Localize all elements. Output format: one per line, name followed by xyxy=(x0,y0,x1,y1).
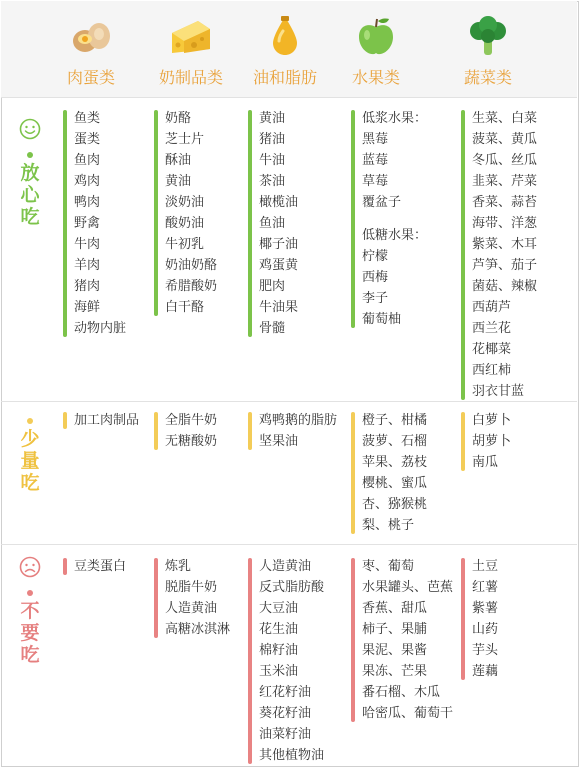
food-item: 奶酪 xyxy=(165,111,192,126)
food-item: 棉籽油 xyxy=(259,643,299,658)
food-item: 牛初乳 xyxy=(165,237,205,252)
category-bar xyxy=(63,558,67,575)
section-label-do-not-eat xyxy=(8,556,52,666)
food-item: 梨、桃子 xyxy=(362,518,415,533)
food-item: 牛肉 xyxy=(74,237,101,252)
category-bar xyxy=(351,558,355,722)
food-item: 鱼肉 xyxy=(74,153,101,168)
food-list xyxy=(362,108,427,330)
food-item: 红薯 xyxy=(472,580,499,595)
apple-icon xyxy=(353,15,399,57)
food-item: 野禽 xyxy=(74,216,101,231)
section-label-eat-less xyxy=(8,408,52,494)
food-item: 羽衣甘蓝 xyxy=(472,384,525,399)
food-item: 橙子、柑橘 xyxy=(362,413,428,428)
section-title xyxy=(8,600,52,666)
category-bar xyxy=(461,412,465,471)
food-item: 樱桃、蜜瓜 xyxy=(362,476,428,491)
food-item: 反式脂肪酸 xyxy=(259,580,325,595)
category-bar xyxy=(63,412,67,429)
food-item: 柿子、果脯 xyxy=(362,622,428,637)
category-bar xyxy=(461,110,465,400)
food-item: 坚果油 xyxy=(259,434,299,449)
food-item: 土豆 xyxy=(472,559,499,574)
category-bar xyxy=(154,412,158,450)
food-item: 菠萝、石榴 xyxy=(362,434,428,449)
section-title xyxy=(8,428,52,494)
column-label: 油和脂肪 xyxy=(252,68,317,87)
food-item: 果泥、果酱 xyxy=(362,643,428,658)
column-header-meat-egg xyxy=(56,1,126,97)
food-item: 奶油奶酪 xyxy=(165,258,218,273)
food-item: 杏、猕猴桃 xyxy=(362,497,428,512)
food-item: 芝士片 xyxy=(165,132,205,147)
food-item: 西红柿 xyxy=(472,363,512,378)
food-list xyxy=(259,556,324,766)
column-label: 蔬菜类 xyxy=(463,68,512,87)
category-bar xyxy=(461,558,465,680)
section-title-char: 量 xyxy=(20,450,40,472)
section-title-char: 心 xyxy=(20,184,40,206)
food-item: 葵花籽油 xyxy=(259,706,312,721)
food-item: 玉米油 xyxy=(259,664,299,679)
food-item: 人造黄油 xyxy=(165,601,218,616)
food-item: 花生油 xyxy=(259,622,299,637)
food-item: 牛油果 xyxy=(259,300,299,315)
food-item: 水果罐头、芭蕉 xyxy=(362,580,454,595)
food-item: 骨髓 xyxy=(259,321,286,336)
food-item: 希腊酸奶 xyxy=(165,279,218,294)
food-item: 鸡蛋黄 xyxy=(259,258,299,273)
food-item: 羊肉 xyxy=(74,258,101,273)
food-cell xyxy=(154,108,217,318)
food-item: 莲藕 xyxy=(472,664,499,679)
column-label: 水果类 xyxy=(351,68,400,87)
food-cell xyxy=(248,556,324,766)
food-item: 西兰花 xyxy=(472,321,512,336)
food-list xyxy=(165,108,217,318)
food-cell xyxy=(63,410,139,431)
food-item: 枣、葡萄 xyxy=(362,559,415,574)
dot-marker xyxy=(27,590,33,596)
food-cell xyxy=(461,410,511,473)
column-label: 奶制品类 xyxy=(158,68,223,87)
food-item: 大豆油 xyxy=(259,601,299,616)
category-bar xyxy=(351,412,355,534)
section-divider xyxy=(1,97,577,98)
food-item: 低糖水果： xyxy=(362,228,428,243)
food-list xyxy=(165,556,230,640)
food-item: 椰子油 xyxy=(259,237,299,252)
food-item: 菌菇、辣椒 xyxy=(472,279,538,294)
section-divider xyxy=(1,544,577,545)
section-title xyxy=(8,162,52,228)
food-item: 淡奶油 xyxy=(165,195,205,210)
food-item: 黄油 xyxy=(165,174,192,189)
food-item: 鱼类 xyxy=(74,111,101,126)
food-cell xyxy=(154,556,230,640)
food-item: 全脂牛奶 xyxy=(165,413,218,428)
category-bar xyxy=(248,558,252,764)
food-item: 牛油 xyxy=(259,153,286,168)
food-item: 海鲜 xyxy=(74,300,101,315)
food-item: 橄榄油 xyxy=(259,195,299,210)
eggs-icon xyxy=(68,15,114,57)
category-bar xyxy=(154,110,158,316)
section-label-eat-freely xyxy=(8,118,52,228)
food-item: 油菜籽油 xyxy=(259,727,312,742)
food-list xyxy=(74,556,126,577)
food-item: 白萝卜 xyxy=(472,413,512,428)
food-item: 动物内脏 xyxy=(74,321,127,336)
food-item: 芋头 xyxy=(472,643,499,658)
food-item: 海带、洋葱 xyxy=(472,216,538,231)
dot-marker xyxy=(27,418,33,424)
food-item: 其他植物油 xyxy=(259,748,325,763)
dot-marker xyxy=(27,152,33,158)
food-cell xyxy=(63,556,126,577)
food-item: 紫薯 xyxy=(472,601,499,616)
food-item: 草莓 xyxy=(362,174,389,189)
food-item: 葡萄柚 xyxy=(362,312,402,327)
food-item: 茶油 xyxy=(259,174,286,189)
broccoli-icon xyxy=(465,15,511,57)
food-cell xyxy=(351,108,427,330)
food-item: 生菜、白菜 xyxy=(472,111,538,126)
food-item: 高糖冰淇淋 xyxy=(165,622,231,637)
section-title-char: 吃 xyxy=(20,472,40,494)
food-list xyxy=(472,108,537,402)
category-bar xyxy=(248,110,252,337)
food-list xyxy=(165,410,217,452)
food-item: 胡萝卜 xyxy=(472,434,512,449)
food-item: 豆类蛋白 xyxy=(74,559,127,574)
food-list xyxy=(472,556,498,682)
food-item: 鸡肉 xyxy=(74,174,101,189)
food-item: 红花籽油 xyxy=(259,685,312,700)
food-cell xyxy=(63,108,126,339)
food-item: 山药 xyxy=(472,622,499,637)
food-item: 猪肉 xyxy=(74,279,101,294)
cheese-icon xyxy=(168,15,214,57)
food-item: 蓝莓 xyxy=(362,153,389,168)
food-item: 覆盆子 xyxy=(362,195,402,210)
column-header-fruit xyxy=(341,1,411,97)
food-item: 无糖酸奶 xyxy=(165,434,218,449)
food-item: 鸭肉 xyxy=(74,195,101,210)
food-list xyxy=(362,410,427,536)
food-item: 紫菜、木耳 xyxy=(472,237,538,252)
food-item: 酸奶油 xyxy=(165,216,205,231)
food-item: 冬瓜、丝瓜 xyxy=(472,153,538,168)
food-item: 炼乳 xyxy=(165,559,192,574)
section-title-char: 放 xyxy=(20,162,40,184)
food-item: 黑莓 xyxy=(362,132,389,147)
food-item: 柠檬 xyxy=(362,249,389,264)
section-title-char: 少 xyxy=(20,428,40,450)
category-bar xyxy=(154,558,158,638)
food-item: 芦笋、茄子 xyxy=(472,258,538,273)
category-bar xyxy=(351,110,355,328)
food-item: 鸡鸭鹅的脂肪 xyxy=(259,413,338,428)
food-list xyxy=(74,410,139,431)
food-item: 哈密瓜、葡萄干 xyxy=(362,706,454,721)
smile-icon xyxy=(19,118,41,140)
food-item: 加工肉制品 xyxy=(74,413,140,428)
food-item: 苹果、荔枝 xyxy=(362,455,428,470)
section-title-char: 要 xyxy=(20,622,40,644)
food-item: 南瓜 xyxy=(472,455,499,470)
food-item: 猪油 xyxy=(259,132,286,147)
food-item: 菠菜、黄瓜 xyxy=(472,132,538,147)
column-header-vegetable xyxy=(453,1,523,97)
column-label: 肉蛋类 xyxy=(66,68,115,87)
food-item: 韭菜、芹菜 xyxy=(472,174,538,189)
food-item: 蛋类 xyxy=(74,132,101,147)
category-bar xyxy=(63,110,67,337)
food-item: 酥油 xyxy=(165,153,192,168)
food-list xyxy=(74,108,126,339)
food-list xyxy=(472,410,511,473)
header xyxy=(1,1,577,97)
food-item: 果冻、芒果 xyxy=(362,664,428,679)
food-cell xyxy=(248,410,337,452)
food-item: 低浆水果： xyxy=(362,111,428,126)
category-bar xyxy=(248,412,252,450)
food-item: 西葫芦 xyxy=(472,300,512,315)
section-title-char: 不 xyxy=(20,600,40,622)
food-item: 肥肉 xyxy=(259,279,286,294)
food-cell xyxy=(351,410,427,536)
food-item: 鱼油 xyxy=(259,216,286,231)
food-item: 香菜、蒜苔 xyxy=(472,195,538,210)
food-cell xyxy=(461,108,537,402)
food-cell xyxy=(154,410,217,452)
column-header-oil-fat xyxy=(245,1,325,97)
food-cell xyxy=(248,108,298,339)
food-item: 西梅 xyxy=(362,270,389,285)
food-item: 脱脂牛奶 xyxy=(165,580,218,595)
food-item: 白干酪 xyxy=(165,300,205,315)
food-item: 人造黄油 xyxy=(259,559,312,574)
section-title-char: 吃 xyxy=(20,206,40,228)
food-item: 花椰菜 xyxy=(472,342,512,357)
food-item: 黄油 xyxy=(259,111,286,126)
food-list xyxy=(259,410,337,452)
column-header-dairy xyxy=(146,1,236,97)
food-list xyxy=(259,108,298,339)
section-title-char: 吃 xyxy=(20,644,40,666)
food-list xyxy=(362,556,453,724)
food-cell xyxy=(351,556,453,724)
food-item: 香蕉、甜瓜 xyxy=(362,601,428,616)
food-item: 李子 xyxy=(362,291,389,306)
food-cell xyxy=(461,556,498,682)
sad-icon xyxy=(19,556,41,578)
oil-drop-icon xyxy=(262,15,308,57)
food-item: 番石榴、木瓜 xyxy=(362,685,441,700)
